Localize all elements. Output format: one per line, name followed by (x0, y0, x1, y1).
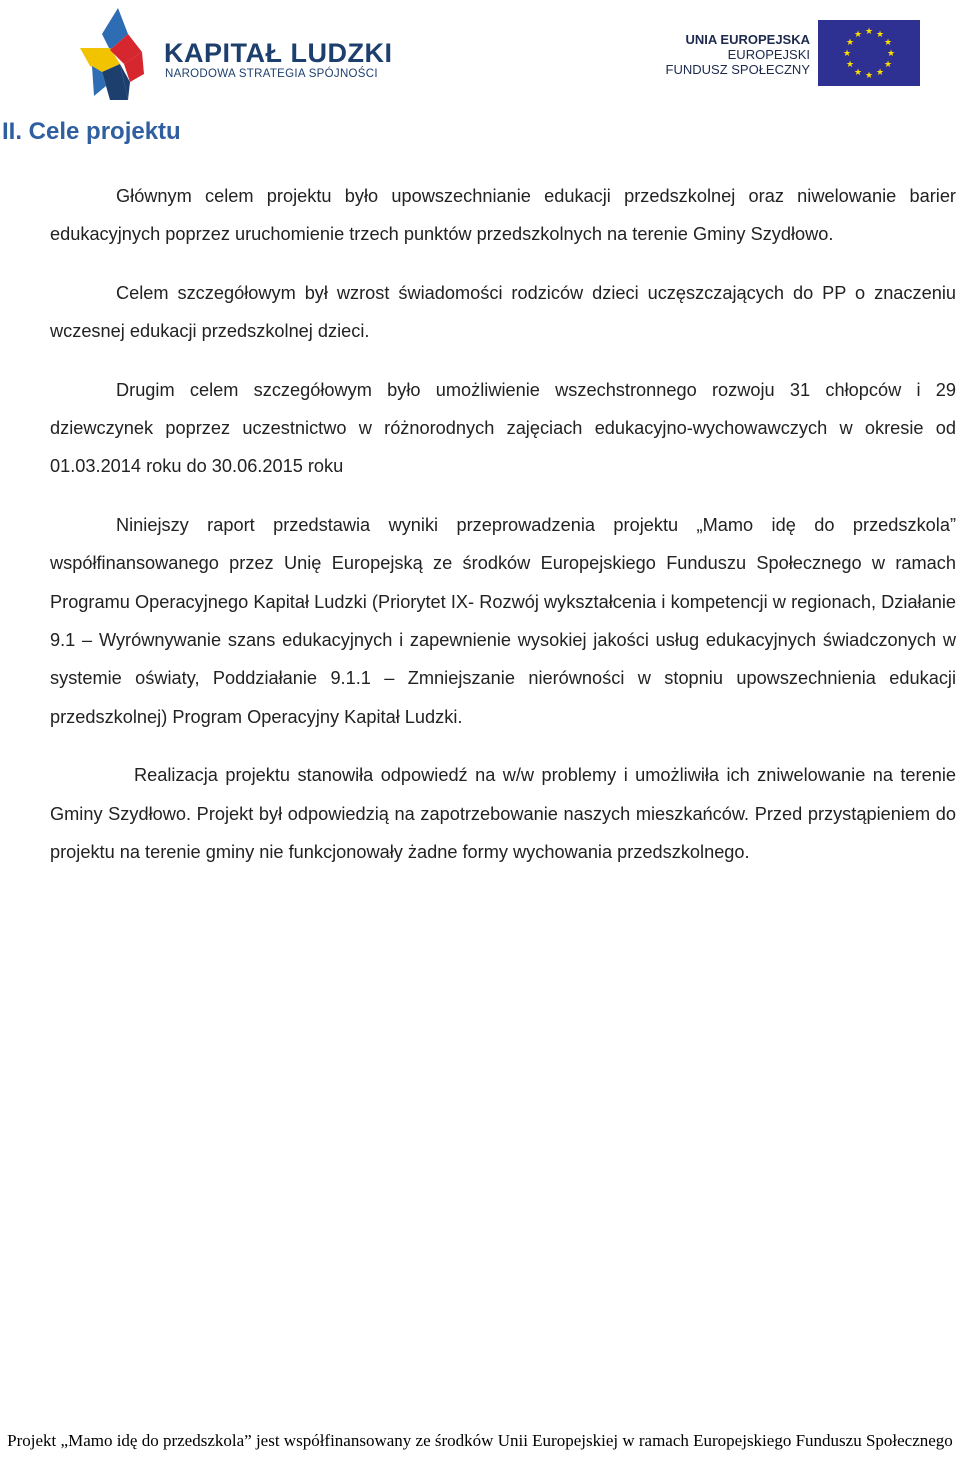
section-title: II. Cele projektu (2, 118, 181, 145)
eu-line-2: EUROPEJSKI (727, 47, 810, 62)
svg-text:★: ★ (883, 60, 893, 70)
eu-flag-icon (818, 20, 920, 86)
svg-text:★: ★ (853, 30, 863, 40)
eu-line-3: FUNDUSZ SPOŁECZNY (665, 62, 810, 77)
paragraph-report-description-text: Niniejszy raport przedstawia wyniki przeprowadzenia projektu „Mamo idę do przedszkola” współfinansowanego przez Unię Europejską ze środków Europejskiego Funduszu Społecznego w ramach Programu Operacyjnego Kapitał Ludzki (Priorytet IX- Rozwój wykształcenia i kompetencji w regionach, Działanie 9.1 – Wyrównywanie szans edukacyjnych i zapewnienie wysokiej jakości usług edukacyjnych świadczonych w systemie oświaty, Poddziałanie 9.1.1 – Zmniejszanie nierówności w stopniu upowszechnienia edukacji przedszkolnej) Program Operacyjny Kapitał Ludzki. (50, 514, 956, 727)
paragraph-main-goal (50, 177, 956, 254)
svg-text:★: ★ (864, 71, 874, 81)
paragraph-specific-goal-2-text: Drugim celem szczegółowym było umożliwienie wszechstronnego rozwoju 31 chłopców i 29 dziewczynek poprzez uczestnictwo w różnorodnych zajęciach edukacyjno-wychowawczych w okresie od 01.03.2014 roku do 30.06.2015 roku (50, 379, 956, 477)
kapital-ludzki-star-icon (80, 4, 148, 102)
svg-text:★: ★ (842, 49, 852, 59)
eu-efs-logo (664, 20, 920, 86)
document-body (50, 177, 956, 892)
svg-text:★: ★ (853, 68, 863, 78)
svg-text:★: ★ (845, 38, 855, 48)
page-header (0, 0, 960, 110)
eu-logo-text (666, 32, 810, 77)
svg-text:★: ★ (875, 30, 885, 40)
paragraph-specific-goal-1 (50, 274, 956, 351)
paragraph-project-implementation (50, 756, 956, 871)
kapital-ludzki-logo (80, 4, 393, 102)
paragraph-specific-goal-2 (50, 371, 956, 486)
kapital-ludzki-subtitle: NARODOWA STRATEGIA SPÓJNOŚCI (165, 68, 378, 80)
paragraph-report-description (50, 506, 956, 736)
page-footer: Projekt „Mamo idę do przedszkola” jest współfinansowany ze środków Unii Europejskiej w ramach Europejskiego Funduszu Społecznego (7, 1431, 953, 1450)
paragraph-project-implementation-text: Realizacja projektu stanowiła odpowiedź na w/w problemy i umożliwiła ich zniwelowanie na terenie Gminy Szydłowo. Projekt był odpowiedzią na zapotrzebowanie naszych mieszkańców. Przed przystąpieniem do projektu na terenie gminy nie funkcjonowały żadne formy wychowania przedszkolnego. (50, 765, 956, 863)
eu-line-1: UNIA EUROPEJSKA (685, 32, 810, 47)
svg-text:★: ★ (883, 38, 893, 48)
kapital-ludzki-title: KAPITAŁ LUDZKI (164, 38, 393, 68)
svg-text:★: ★ (886, 49, 896, 59)
paragraph-main-goal-text: Głównym celem projektu było upowszechnianie edukacji przedszkolnej oraz niwelowanie barier edukacyjnych poprzez uruchomienie trzech punktów przedszkolnych na terenie Gminy Szydłowo. (50, 186, 956, 245)
svg-text:★: ★ (845, 60, 855, 70)
svg-text:★: ★ (875, 68, 885, 78)
paragraph-specific-goal-1-text: Celem szczegółowym był wzrost świadomości rodziców dzieci uczęszczających do PP o znaczeniu wczesnej edukacji przedszkolnej dzieci. (50, 282, 956, 342)
svg-text:★: ★ (864, 27, 874, 37)
